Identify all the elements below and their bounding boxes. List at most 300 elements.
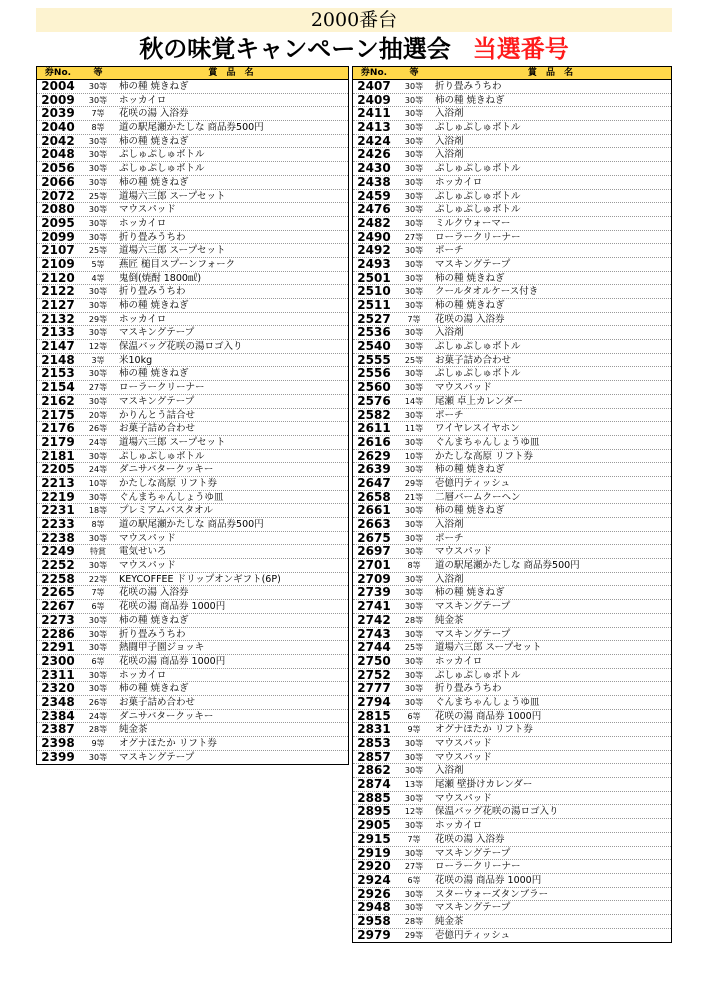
prize-name: クールタオルケース付き	[435, 286, 539, 298]
prize-rank: 30等	[88, 451, 108, 461]
table-row	[353, 436, 671, 450]
ticket-number: 2926	[357, 887, 391, 901]
prize-name: ポーチ	[435, 245, 464, 257]
ticket-number: 2639	[357, 463, 391, 477]
table-row	[37, 340, 348, 354]
prize-name: ぐんまちゃんしょうゆ皿	[435, 696, 540, 708]
prize-name: 花咲の湯 入浴券	[435, 833, 505, 845]
table-row	[353, 532, 671, 546]
prize-rank: 30等	[404, 369, 424, 379]
prize-rank: 29等	[88, 314, 108, 324]
table-header	[353, 67, 671, 80]
table-row	[353, 600, 671, 614]
table-row	[353, 545, 671, 559]
table-row	[353, 395, 671, 409]
prize-rank: 30等	[88, 492, 108, 502]
table-row	[37, 463, 348, 477]
prize-name: お菓子詰め合わせ	[119, 696, 196, 708]
prize-name: かたしな高原 リフト券	[119, 477, 218, 489]
prize-name: 道場六三郎 スープセット	[119, 436, 226, 448]
table-row	[353, 710, 671, 724]
ticket-number: 2540	[357, 340, 391, 354]
prize-name: 入浴剤	[435, 573, 464, 585]
prize-name: マスキングテープ	[119, 327, 195, 339]
prize-rank: 10等	[88, 478, 108, 488]
prize-name: 熱闘甲子園ジョッキ	[119, 642, 205, 654]
ticket-number: 2629	[357, 449, 391, 463]
table-row	[353, 518, 671, 532]
prize-name: 純金茶	[119, 724, 148, 736]
prize-rank: 24等	[88, 437, 108, 447]
prize-name: 折り畳みうちわ	[119, 231, 186, 243]
ticket-number: 2482	[357, 216, 391, 230]
ticket-number: 2252	[41, 559, 75, 573]
table-row	[37, 367, 348, 381]
ticket-number: 2267	[41, 600, 75, 614]
table-row	[353, 751, 671, 765]
table-row	[37, 655, 348, 669]
ticket-number: 2777	[357, 682, 391, 696]
ticket-number: 2555	[357, 353, 391, 367]
ticket-number: 2219	[41, 490, 75, 504]
table-row	[353, 888, 671, 902]
prize-name: 鬼倒(焼酎 1800㎖)	[119, 272, 202, 284]
prize-name: ローラークリーナー	[435, 231, 521, 243]
prize-rank: 30等	[404, 848, 424, 858]
prize-name: マウスパッド	[435, 738, 492, 749]
ticket-number: 2320	[41, 682, 75, 696]
table-row	[353, 573, 671, 587]
prize-rank: 21等	[404, 492, 424, 502]
table-row	[353, 696, 671, 710]
prize-rank: 30等	[88, 232, 108, 242]
prize-rank: 30等	[404, 150, 424, 160]
ticket-number: 2426	[357, 148, 391, 162]
ticket-number: 2249	[41, 545, 75, 559]
ticket-number: 2510	[357, 285, 391, 299]
table-row	[37, 559, 348, 573]
prize-rank: 30等	[404, 656, 424, 666]
table-row	[37, 696, 348, 710]
prize-rank: 特賞	[90, 547, 106, 557]
table-row	[353, 805, 671, 819]
ticket-number: 2536	[357, 326, 391, 340]
prize-rank: 30等	[404, 437, 424, 447]
prize-name: オグナほたか リフト券	[119, 738, 217, 749]
ticket-number: 2556	[357, 367, 391, 381]
prize-rank: 25等	[404, 355, 424, 365]
table-row	[353, 641, 671, 655]
prize-rank: 6等	[91, 602, 105, 612]
ticket-number: 2905	[357, 819, 391, 833]
table-row	[37, 80, 348, 94]
prize-rank: 30等	[404, 821, 424, 831]
table-row	[353, 203, 671, 217]
range-banner: 2000番台	[36, 8, 672, 32]
prize-name: マウスパッド	[435, 751, 492, 763]
prize-rank: 30等	[404, 82, 424, 91]
table-row	[353, 217, 671, 231]
prize-rank: 30等	[88, 164, 108, 174]
ticket-number: 2647	[357, 476, 391, 490]
prize-name: 柿の種 焼きねぎ	[435, 94, 505, 106]
ticket-number: 2490	[357, 230, 391, 244]
table-row	[353, 135, 671, 149]
ticket-number: 2815	[357, 709, 391, 723]
prize-name: 柿の種 焼きねぎ	[435, 505, 505, 517]
ticket-number: 2181	[41, 449, 75, 463]
ticket-number: 2582	[357, 408, 391, 422]
prize-name: ぐんまちゃんしょうゆ皿	[435, 436, 540, 448]
ticket-number: 2409	[357, 93, 391, 107]
header-item: 賞 品 名	[208, 68, 257, 78]
prize-rank: 30等	[88, 533, 108, 543]
prize-name: 入浴剤	[435, 149, 464, 161]
results-table-left	[36, 66, 349, 765]
ticket-number: 2752	[357, 668, 391, 682]
prize-name: マウスパッド	[435, 546, 492, 558]
table-row	[37, 203, 348, 217]
ticket-number: 2438	[357, 175, 391, 189]
prize-rank: 30等	[404, 410, 424, 420]
ticket-number: 2924	[357, 873, 391, 887]
prize-name: マスキングテープ	[119, 395, 195, 407]
ticket-number: 2697	[357, 545, 391, 559]
ticket-number: 2387	[41, 723, 75, 737]
ticket-number: 2095	[41, 216, 75, 230]
prize-rank: 4等	[91, 273, 105, 283]
prize-rank: 3等	[91, 355, 105, 365]
header-number: 券No.	[44, 68, 72, 78]
ticket-number: 2476	[357, 203, 391, 217]
ticket-number: 2072	[41, 189, 75, 203]
ticket-number: 2895	[357, 805, 391, 819]
table-row	[353, 176, 671, 190]
prize-name: ぷしゅぷしゅボトル	[435, 669, 521, 681]
ticket-number: 2162	[41, 394, 75, 408]
ticket-number: 2233	[41, 518, 75, 531]
header-rank: 等	[409, 68, 419, 78]
ticket-number: 2527	[357, 312, 391, 326]
prize-rank: 30等	[404, 218, 424, 228]
prize-name: 柿の種 焼きねぎ	[119, 614, 189, 626]
table-row	[37, 586, 348, 600]
table-row	[353, 669, 671, 683]
table-row	[37, 395, 348, 409]
ticket-number: 2066	[41, 175, 75, 189]
table-row	[37, 272, 348, 286]
table-row	[353, 94, 671, 108]
ticket-number: 2743	[357, 627, 391, 641]
prize-rank: 30等	[88, 369, 108, 379]
ticket-number: 2009	[41, 93, 75, 107]
table-row	[37, 244, 348, 258]
prize-rank: 30等	[404, 301, 424, 310]
table-row	[353, 422, 671, 436]
prize-name: マスキングテープ	[435, 847, 511, 859]
table-row	[37, 381, 348, 395]
table-row	[37, 682, 348, 696]
table-row	[37, 751, 348, 765]
table-row	[353, 915, 671, 929]
prize-rank: 27等	[88, 383, 108, 393]
prize-rank: 24等	[88, 465, 108, 475]
prize-rank: 30等	[404, 588, 424, 598]
ticket-number: 2238	[41, 531, 75, 545]
prize-rank: 7等	[91, 588, 105, 598]
prize-name: 柿の種 焼きねぎ	[119, 135, 189, 147]
prize-name: ミルクウォーマー	[435, 217, 511, 229]
table-row	[37, 545, 348, 559]
prize-name: ぷしゅぷしゅボトル	[435, 204, 521, 216]
prize-name: ぷしゅぷしゅボトル	[119, 163, 205, 175]
prize-name: ホッカイロ	[435, 655, 483, 667]
prize-rank: 6等	[91, 656, 105, 666]
table-row	[37, 737, 348, 751]
ticket-number: 2398	[41, 737, 75, 750]
prize-rank: 28等	[404, 615, 424, 625]
prize-rank: 30等	[88, 643, 108, 653]
prize-name: 道の駅尾瀬かたしな 商品券500円	[119, 122, 264, 134]
ticket-number: 2132	[41, 312, 75, 326]
table-row	[353, 764, 671, 778]
ticket-number: 2958	[357, 914, 391, 928]
ticket-number: 2413	[357, 121, 391, 135]
prize-name: マスキングテープ	[119, 751, 195, 763]
prize-rank: 30等	[404, 697, 424, 707]
prize-name: オグナほたか リフト券	[435, 724, 533, 736]
ticket-number: 2107	[41, 244, 75, 258]
prize-rank: 30等	[404, 123, 424, 133]
ticket-number: 2739	[357, 586, 391, 600]
prize-rank: 30等	[88, 218, 108, 228]
table-header	[37, 67, 348, 80]
prize-rank: 30等	[404, 752, 424, 762]
header-item: 賞 品 名	[527, 68, 577, 78]
prize-name: スターウォーズタンブラー	[435, 888, 549, 900]
table-row	[37, 573, 348, 587]
prize-name: 道場六三郎 スープセット	[119, 190, 226, 202]
prize-rank: 30等	[88, 629, 108, 639]
prize-rank: 30等	[404, 205, 424, 215]
prize-name: 壱億円ティッシュ	[435, 477, 511, 489]
ticket-number: 2915	[357, 832, 391, 846]
prize-name: 保温バッグ花咲の湯ロゴ入り	[435, 806, 559, 818]
prize-rank: 30等	[88, 301, 108, 310]
table-row	[37, 641, 348, 655]
prize-rank: 26等	[88, 424, 108, 434]
prize-name: ローラークリーナー	[119, 382, 205, 394]
ticket-number: 2348	[41, 695, 75, 709]
ticket-number: 2919	[357, 846, 391, 860]
prize-name: 柿の種 焼きねぎ	[119, 176, 189, 188]
ticket-number: 2742	[357, 613, 391, 627]
prize-name: ホッカイロ	[119, 217, 167, 229]
prize-rank: 11等	[404, 424, 424, 434]
prize-rank: 30等	[88, 287, 108, 297]
prize-rank: 8等	[407, 561, 421, 571]
ticket-number: 2663	[357, 518, 391, 531]
ticket-number: 2424	[357, 134, 391, 148]
prize-rank: 30等	[404, 191, 424, 201]
table-row	[353, 381, 671, 395]
prize-name: 折り畳みうちわ	[119, 628, 186, 640]
prize-name: ホッカイロ	[435, 820, 483, 832]
page-title	[36, 34, 672, 64]
prize-rank: 6等	[407, 875, 421, 885]
prize-rank: 27等	[404, 862, 424, 872]
prize-name: マスキングテープ	[435, 258, 511, 270]
header-number: 券No.	[360, 68, 388, 78]
prize-name: 花咲の湯 商品券 1000円	[119, 655, 226, 667]
ticket-number: 2213	[41, 476, 75, 490]
ticket-number: 2004	[41, 80, 75, 93]
table-row	[353, 778, 671, 792]
prize-name: ぐんまちゃんしょうゆ皿	[119, 491, 224, 503]
prize-name: マスキングテープ	[435, 902, 511, 914]
table-row	[37, 121, 348, 135]
prize-name: 柿の種 焼きねぎ	[435, 464, 505, 476]
prize-name: 花咲の湯 商品券 1000円	[119, 601, 226, 613]
prize-rank: 30等	[404, 739, 424, 748]
prize-name: マウスパッド	[119, 204, 176, 216]
prize-name: 柿の種 焼きねぎ	[119, 683, 189, 695]
table-row	[37, 669, 348, 683]
table-row	[353, 860, 671, 874]
prize-name: 花咲の湯 入浴券	[119, 108, 189, 120]
ticket-number: 2611	[357, 422, 391, 436]
prize-name: 折り畳みうちわ	[435, 683, 502, 695]
ticket-number: 2258	[41, 572, 75, 586]
prize-rank: 30等	[404, 766, 424, 776]
ticket-number: 2399	[41, 750, 75, 764]
table-row	[353, 148, 671, 162]
prize-rank: 27等	[404, 232, 424, 242]
prize-name: 花咲の湯 入浴券	[435, 313, 505, 325]
prize-rank: 30等	[404, 109, 424, 119]
prize-name: 道場六三郎 スープセット	[119, 245, 226, 257]
prize-name: 保温バッグ花咲の湯ロゴ入り	[119, 341, 243, 353]
prize-rank: 10等	[404, 451, 424, 461]
table-row	[37, 231, 348, 245]
table-row	[353, 162, 671, 176]
table-row	[37, 107, 348, 121]
ticket-number: 2709	[357, 572, 391, 586]
prize-name: マスキングテープ	[435, 601, 511, 613]
prize-name: 純金茶	[435, 915, 464, 927]
ticket-number: 2661	[357, 504, 391, 518]
table-row	[353, 409, 671, 423]
prize-name: ぷしゅぷしゅボトル	[435, 122, 521, 134]
ticket-number: 2122	[41, 285, 75, 299]
rows-left	[37, 80, 348, 764]
prize-rank: 30等	[88, 684, 108, 694]
prize-name: プレミアムバスタオル	[119, 505, 213, 517]
prize-rank: 6等	[407, 711, 421, 721]
prize-name: お菓子詰め合わせ	[435, 354, 512, 366]
prize-rank: 30等	[404, 259, 424, 269]
prize-name: 入浴剤	[435, 108, 464, 120]
prize-name: 花咲の湯 商品券 1000円	[435, 874, 542, 886]
table-row	[353, 901, 671, 915]
ticket-number: 2658	[357, 490, 391, 504]
prize-name: 柿の種 焼きねぎ	[119, 81, 189, 92]
ticket-number: 2179	[41, 435, 75, 449]
rows-right	[353, 80, 671, 942]
prize-name: 柿の種 焼きねぎ	[435, 587, 505, 599]
ticket-number: 2511	[357, 299, 391, 312]
ticket-number: 2831	[357, 723, 391, 737]
ticket-number: 2920	[357, 860, 391, 874]
ticket-number: 2040	[41, 121, 75, 135]
table-row	[353, 559, 671, 573]
table-row	[37, 504, 348, 518]
prize-name: かりんとう詰合せ	[119, 409, 196, 421]
table-row	[37, 190, 348, 204]
prize-rank: 29等	[404, 930, 424, 940]
ticket-number: 2265	[41, 586, 75, 600]
prize-rank: 30等	[404, 383, 424, 393]
table-row	[353, 121, 671, 135]
table-row	[353, 231, 671, 245]
ticket-number: 2154	[41, 381, 75, 395]
table-row	[353, 477, 671, 491]
prize-name: 米10kg	[119, 354, 153, 366]
prize-rank: 30等	[404, 903, 424, 913]
ticket-number: 2311	[41, 668, 75, 682]
prize-rank: 30等	[404, 684, 424, 694]
prize-rank: 18等	[88, 506, 108, 516]
ticket-number: 2133	[41, 326, 75, 340]
prize-name: マウスパッド	[435, 382, 492, 394]
table-row	[353, 682, 671, 696]
table-row	[353, 874, 671, 888]
ticket-number: 2862	[357, 764, 391, 778]
prize-rank: 7等	[407, 314, 421, 324]
table-row	[353, 491, 671, 505]
prize-rank: 25等	[404, 643, 424, 653]
prize-rank: 30等	[404, 520, 424, 529]
prize-name: 電気せいろ	[119, 546, 167, 558]
table-row	[37, 436, 348, 450]
ticket-number: 2492	[357, 244, 391, 258]
prize-name: ローラークリーナー	[435, 861, 521, 873]
prize-name: ポーチ	[435, 409, 464, 421]
prize-name: 折り畳みうちわ	[435, 81, 502, 92]
prize-rank: 30等	[404, 246, 424, 256]
prize-rank: 30等	[404, 506, 424, 516]
title-main: 秋の味覚キャンペーン抽選会	[139, 35, 451, 63]
prize-rank: 30等	[88, 396, 108, 406]
table-row	[353, 628, 671, 642]
prize-rank: 30等	[404, 287, 424, 297]
prize-rank: 30等	[88, 136, 108, 146]
table-row	[37, 422, 348, 436]
ticket-number: 2885	[357, 791, 391, 805]
prize-rank: 8等	[91, 520, 105, 529]
table-row	[37, 450, 348, 464]
table-row	[353, 463, 671, 477]
prize-name: 柿の種 焼きねぎ	[119, 368, 189, 380]
ticket-number: 2080	[41, 203, 75, 217]
prize-name: ホッカイロ	[119, 94, 167, 106]
prize-name: KEYCOFFEE ドリップオンギフト(6P)	[119, 573, 281, 585]
ticket-number: 2175	[41, 408, 75, 422]
prize-name: 道の駅尾瀬かたしな 商品券500円	[435, 560, 580, 572]
prize-rank: 30等	[404, 465, 424, 475]
table-row	[37, 326, 348, 340]
prize-rank: 30等	[88, 752, 108, 762]
